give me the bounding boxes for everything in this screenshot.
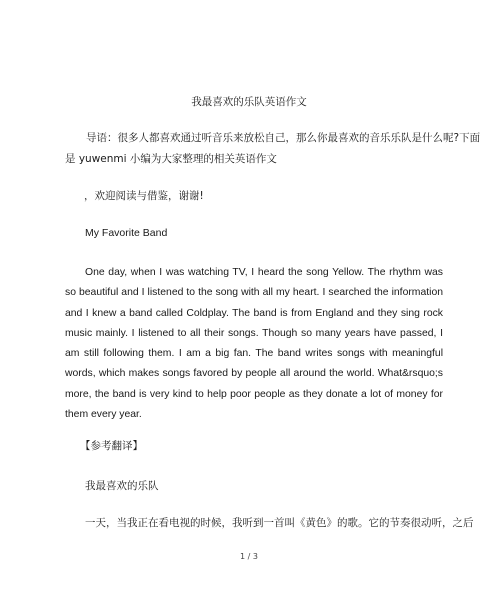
translation-first-line: 一天，当我正在看电视的时候，我听到一首叫《黄色》的歌。它的节奏很动听，之后 [85, 517, 474, 529]
document-title: 我最喜欢的乐队英语作文 [191, 96, 307, 108]
intro-line-2: 是 yuwenmi 小编为大家整理的相关英语作文 [65, 153, 277, 165]
essay-body: One day, when I was watching TV, I heard the song Yellow. The rhythm was so beautiful and I listened to the song with all my heart. I searched the information and I knew a band called Coldplay. The band is from England and they sing rock music mainly. I listened to all their songs. Though so many years have passed, I am still following them. I am a big fan. The band writes songs with meaningful words, which makes songs favored by people all around the world. What&rsquo;s more, the band is very kind to help poor people as they donate a lot of money for them every year. [65, 267, 443, 421]
translation-title: 我最喜欢的乐队 [85, 480, 159, 492]
intro-line-1: 导语：很多人都喜欢通过听音乐来放松自己，那么你最喜欢的音乐乐队是什么呢?下面 [86, 132, 481, 144]
page-number: 1 / 3 [240, 552, 258, 561]
reference-translation-label: 【参考翻译】 [80, 440, 143, 452]
thanks-line: ，欢迎阅读与借鉴，谢谢! [84, 190, 204, 202]
essay-heading: My Favorite Band [85, 227, 168, 239]
intro-paragraph [65, 128, 481, 170]
